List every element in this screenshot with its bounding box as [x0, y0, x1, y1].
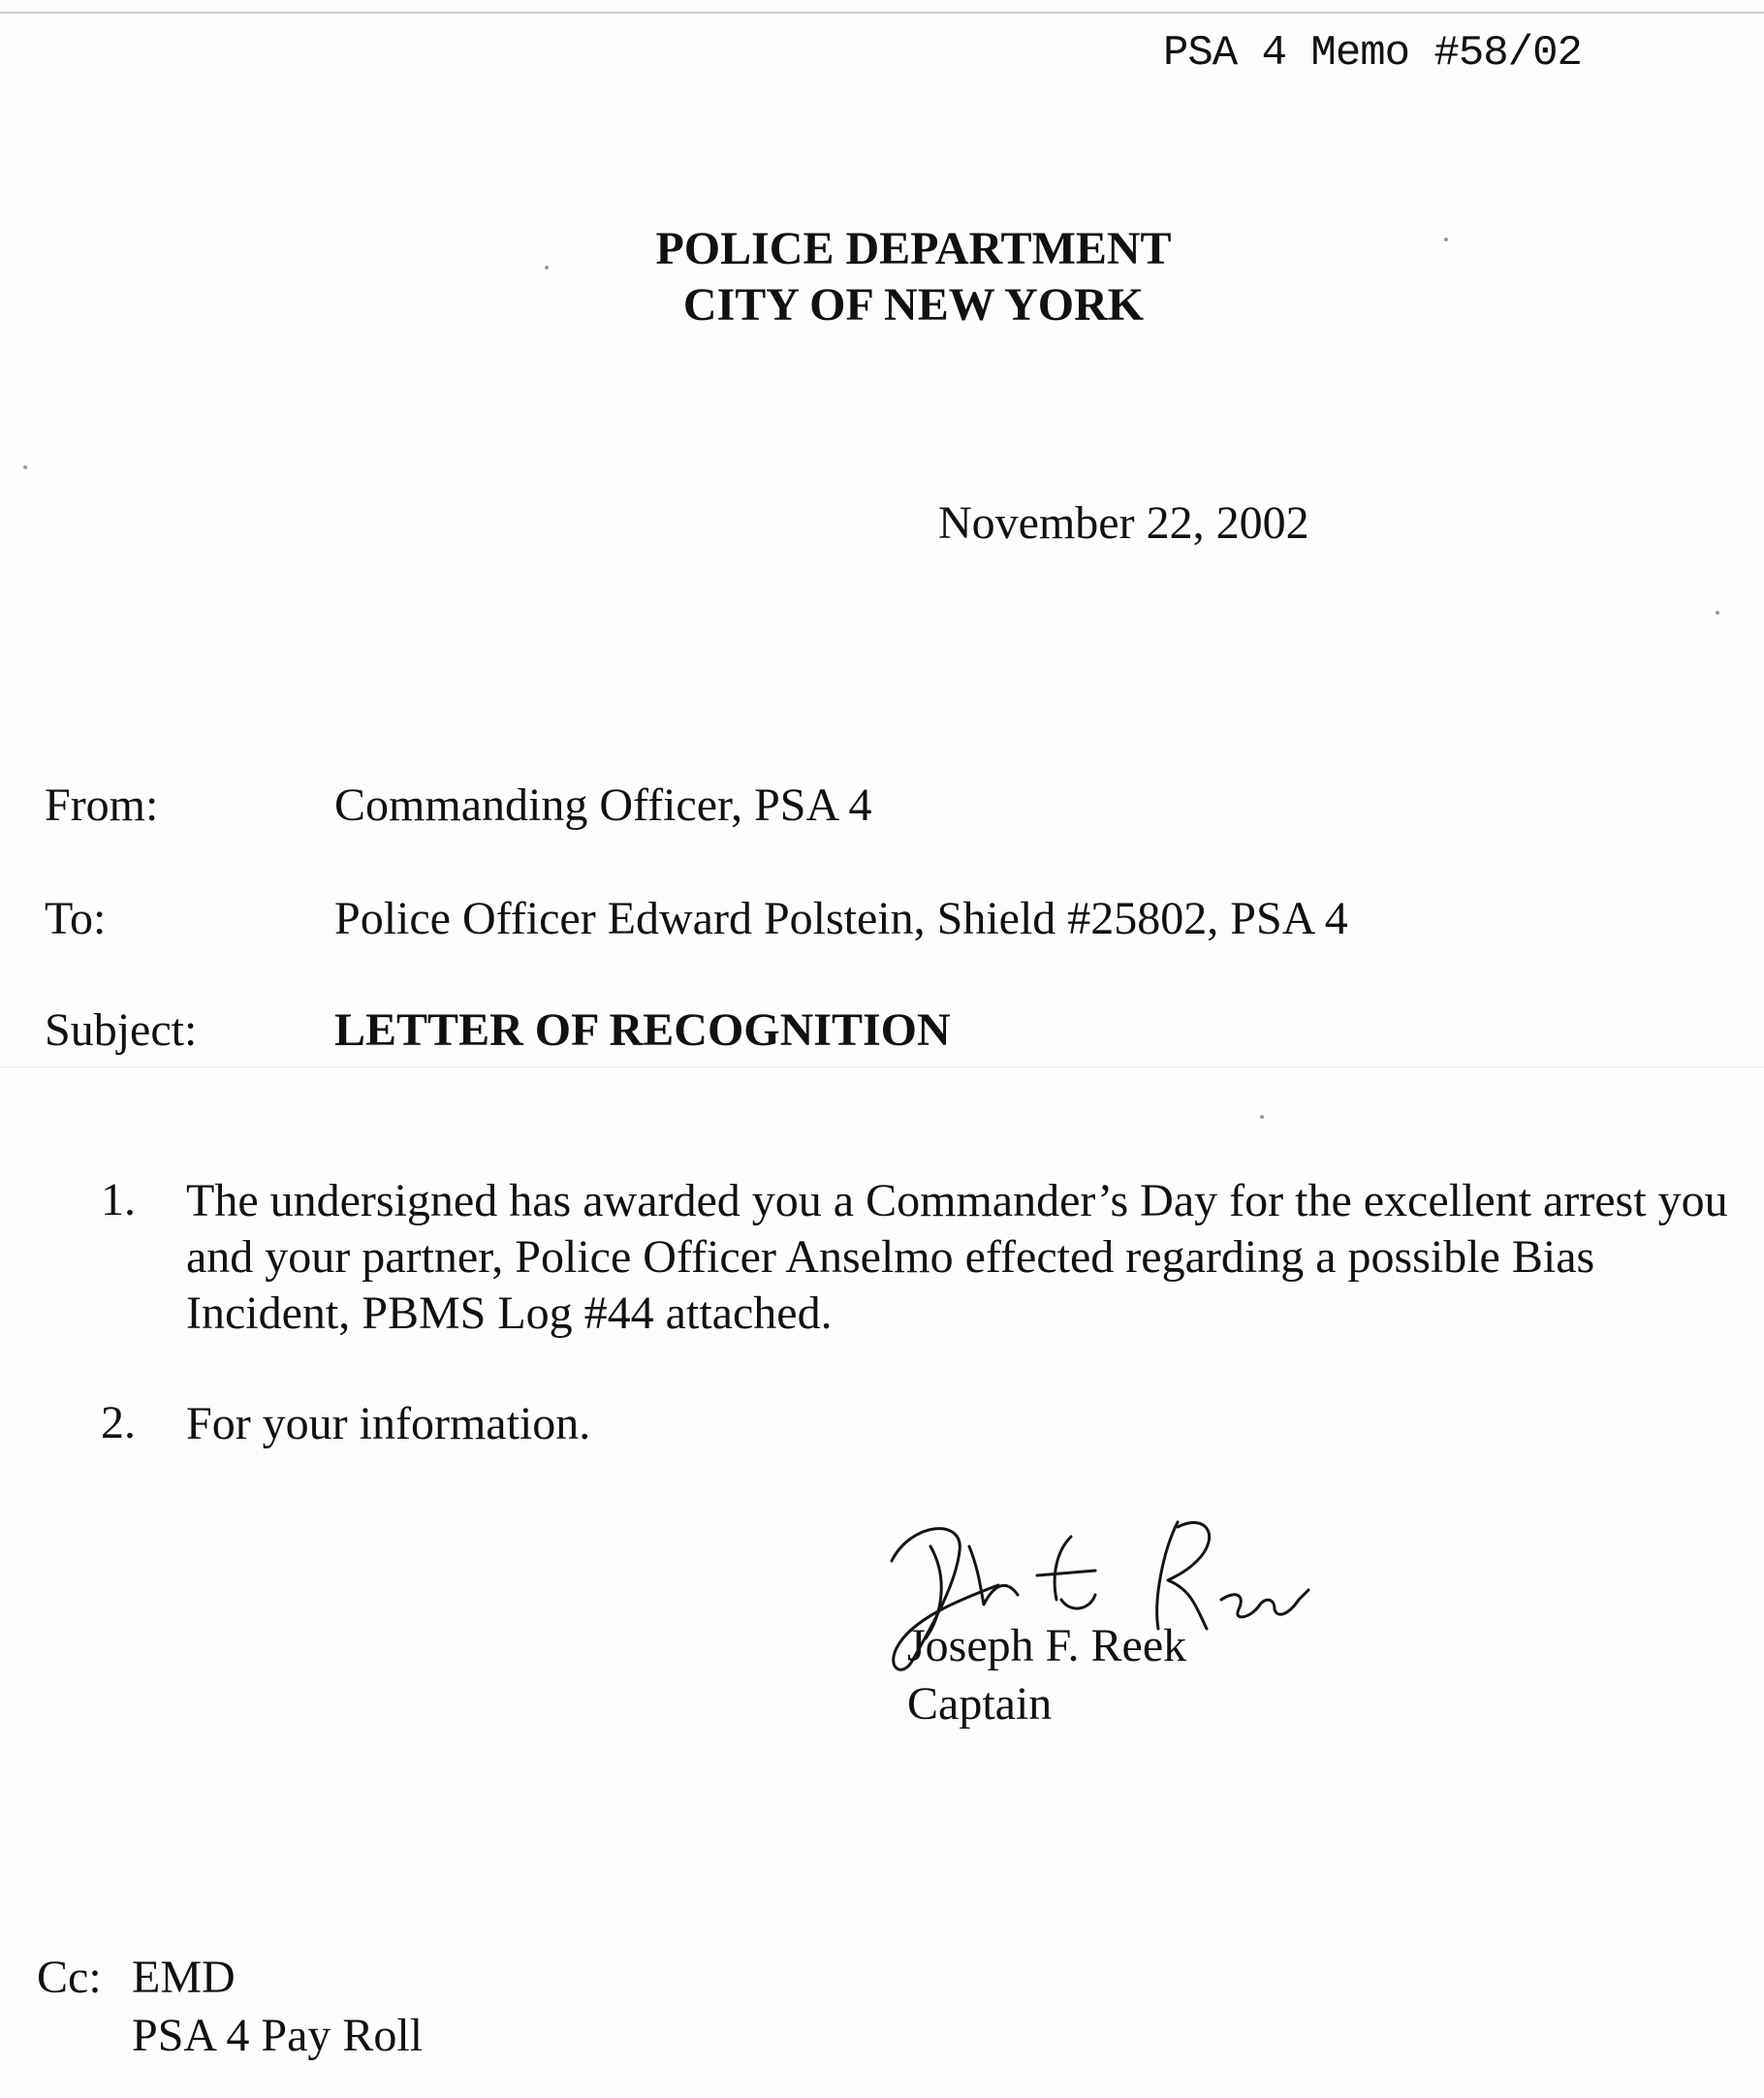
to-label: To:: [45, 893, 107, 944]
scan-speck: [545, 266, 549, 270]
scan-top-edge: [0, 12, 1764, 14]
from-value: Commanding Officer, PSA 4: [334, 779, 872, 831]
subject-value: LETTER OF RECOGNITION: [334, 1004, 951, 1056]
signer-title: Captain: [907, 1678, 1053, 1730]
letterhead-department: POLICE DEPARTMENT: [655, 223, 1172, 274]
subject-label: Subject:: [45, 1004, 198, 1056]
from-label: From:: [45, 779, 159, 831]
letterhead: [0, 221, 1764, 334]
scan-speck: [1716, 611, 1719, 615]
scan-speck: [1444, 238, 1448, 241]
paragraph-2-text: For your information.: [186, 1398, 591, 1449]
paper-fold-line: [0, 1066, 1764, 1067]
memo-number: PSA 4 Memo #58/02: [1163, 29, 1582, 78]
cc-item-emd: EMD: [132, 1952, 236, 2003]
cc-label: Cc:: [37, 1952, 102, 2003]
cc-item-payroll: PSA 4 Pay Roll: [132, 2010, 424, 2061]
paragraph-2-number: 2.: [101, 1397, 136, 1448]
letterhead-city: CITY OF NEW YORK: [682, 279, 1145, 331]
paragraph-1-number: 1.: [101, 1174, 136, 1225]
scan-speck: [23, 465, 27, 469]
signer-name: Joseph F. Reek: [907, 1620, 1187, 1671]
scan-speck: [1260, 1115, 1264, 1119]
paragraph-1-text: The undersigned has awarded you a Commander’s Day for the excellent arrest you and your partner, Police Officer Anselmo effected regarding a possible Bias Incident, PBMS Log #44 attached.: [186, 1175, 1728, 1339]
memo-date: November 22, 2002: [938, 497, 1309, 549]
to-value: Police Officer Edward Polstein, Shield #25802, PSA 4: [334, 893, 1348, 944]
